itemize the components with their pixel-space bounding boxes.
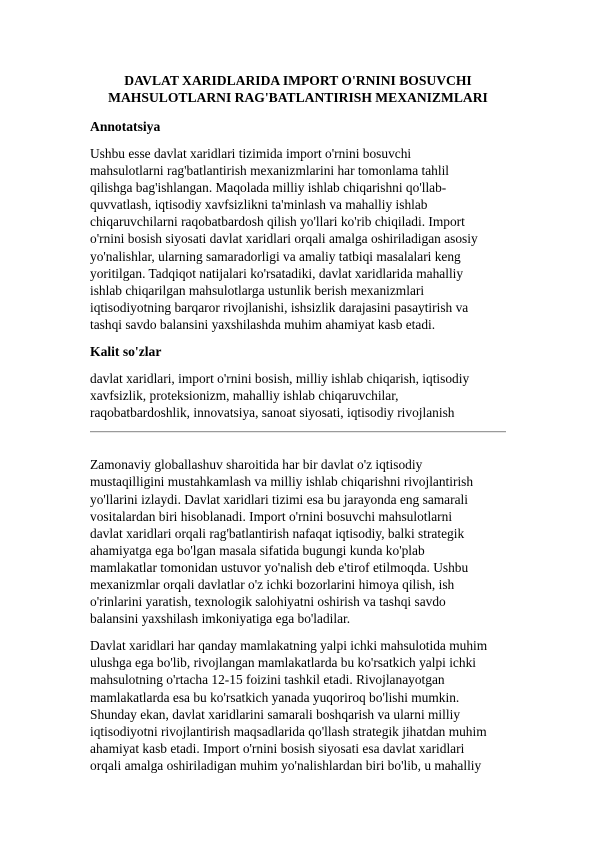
text-line: Zamonaviy globallashuv sharoitida har bir davlat o'z iqtisodiy: [90, 457, 423, 473]
text-line: chiqaruvchilarni raqobatbardosh qilish yo'llari ko'rib chiqiladi. Import: [90, 214, 465, 230]
text-line: mahsulotning o'rtacha 12-15 foizini tashkil etadi. Rivojlanayotgan: [90, 672, 445, 688]
text-line: yo'llarini izlaydi. Davlat xaridlari tizimi esa bu jarayonda eng samarali: [90, 491, 468, 507]
text-line: ishlab chiqarilgan mahsulotlarga ustunlik berish mexanizmlari: [90, 282, 425, 298]
text-line: mustaqilligini mustahkamlash va milliy ishlab chiqarishni rivojlantirish: [90, 474, 474, 490]
text-line: quvvatlash, iqtisodiy xavfsizlikni ta'minlash va mahalliy ishlab: [90, 197, 428, 213]
text-line: mamlakatlarda esa bu ko'rsatkich yanada yuqoriroq bo'lishi mumkin.: [90, 689, 460, 705]
text-line: yo'nalishlar, ularning samaradorligi va amaliy tatbiqi masalalari keng: [90, 248, 461, 264]
text-line: o'rnini bosish siyosati davlat xaridlari orqali amalga oshiriladigan asosiy: [90, 231, 478, 247]
text-line: vositalardan biri hisoblanadi. Import o'rnini bosuvchi mahsulotlarni: [90, 508, 453, 524]
title-line: MAHSULOTLARNI RAG'BATLANTIRISH MEXANIZMLARI: [108, 90, 488, 105]
text-line: Ushbu esse davlat xaridlari tizimida import o'rnini bosuvchi: [90, 146, 412, 161]
text-line: ahamiyatga ega bo'lgan masala sifatida bugungi kunda ko'plab: [90, 542, 425, 558]
keywords-paragraph: [90, 370, 506, 421]
text-line: mahsulotlarni rag'batlantirish mexanizmlarini har tomonlama tahlil: [90, 163, 450, 179]
body-paragraph: [90, 637, 506, 774]
text-line: mexanizmlar orqali davlatlar o'z ichki bozorlarini himoya qilish, ish: [90, 576, 455, 592]
text-line: ahamiyat kasb etadi. Import o'rnini bosish siyosati esa davlat xaridlari: [90, 740, 465, 756]
text-line: o'rinlarini yaratish, texnologik salohiyatni oshirish va tashqi savdo: [90, 594, 446, 610]
title-line: DAVLAT XARIDLARIDA IMPORT O'RNINI BOSUVCHI: [124, 73, 472, 88]
text-line: qilishga bag'ishlangan. Maqolada milliy ishlab chiqarishni qo'llab-: [90, 180, 447, 196]
document-page: [90, 72, 506, 784]
text-line: iqtisodiyotni rivojlantirish maqsadlarida qo'llash strategik jihatdan muhim: [90, 723, 487, 739]
body-paragraph: [90, 456, 506, 627]
text-line: xavfsizlik, proteksionizm, mahalliy ishlab chiqaruvchilar,: [90, 388, 399, 404]
text-line: raqobatbardoshlik, innovatsiya, sanoat siyosati, iqtisodiy rivojlanish: [90, 405, 455, 421]
abstract-heading: Annotatsiya: [90, 119, 161, 134]
text-line: davlat xaridlari orqali rag'batlantirish nafaqat iqtisodiy, balki strategik: [90, 525, 465, 541]
abstract-paragraph: [90, 145, 506, 333]
text-line: Shunday ekan, davlat xaridlarini samarali boshqarish va ularni milliy: [90, 706, 461, 722]
text-line: tashqi savdo balansini yaxshilashda muhim ahamiyat kasb etadi.: [90, 316, 436, 332]
document-title: [90, 72, 506, 106]
text-line: davlat xaridlari, import o'rnini bosish, milliy ishlab chiqarish, iqtisodiy: [90, 371, 470, 387]
keywords-heading: Kalit so'zlar: [90, 344, 162, 360]
text-line: Davlat xaridlari har qanday mamlakatning yalpi ichki mahsulotida muhim: [90, 638, 488, 654]
text-line: yoritilgan. Tadqiqot natijalari ko'rsatadiki, davlat xaridlarida mahalliy: [90, 265, 464, 281]
text-line: orqali amalga oshiriladigan muhim yo'nalishlardan biri bo'lib, u mahalliy: [90, 757, 482, 773]
text-line: balansini yaxshilash imkoniyatiga ega bo'ladilar.: [90, 611, 351, 627]
text-line: mamlakatlar tomonidan ustuvor yo'nalish deb e'tirof etilmoqda. Ushbu: [90, 559, 469, 575]
section-divider: [90, 431, 506, 433]
text-line: iqtisodiyotning barqaror rivojlanishi, ishsizlik darajasini pasaytirish va: [90, 299, 469, 315]
text-line: ulushga ega bo'lib, rivojlangan mamlakatlarda bu ko'rsatkich yalpi ichki: [90, 655, 476, 671]
